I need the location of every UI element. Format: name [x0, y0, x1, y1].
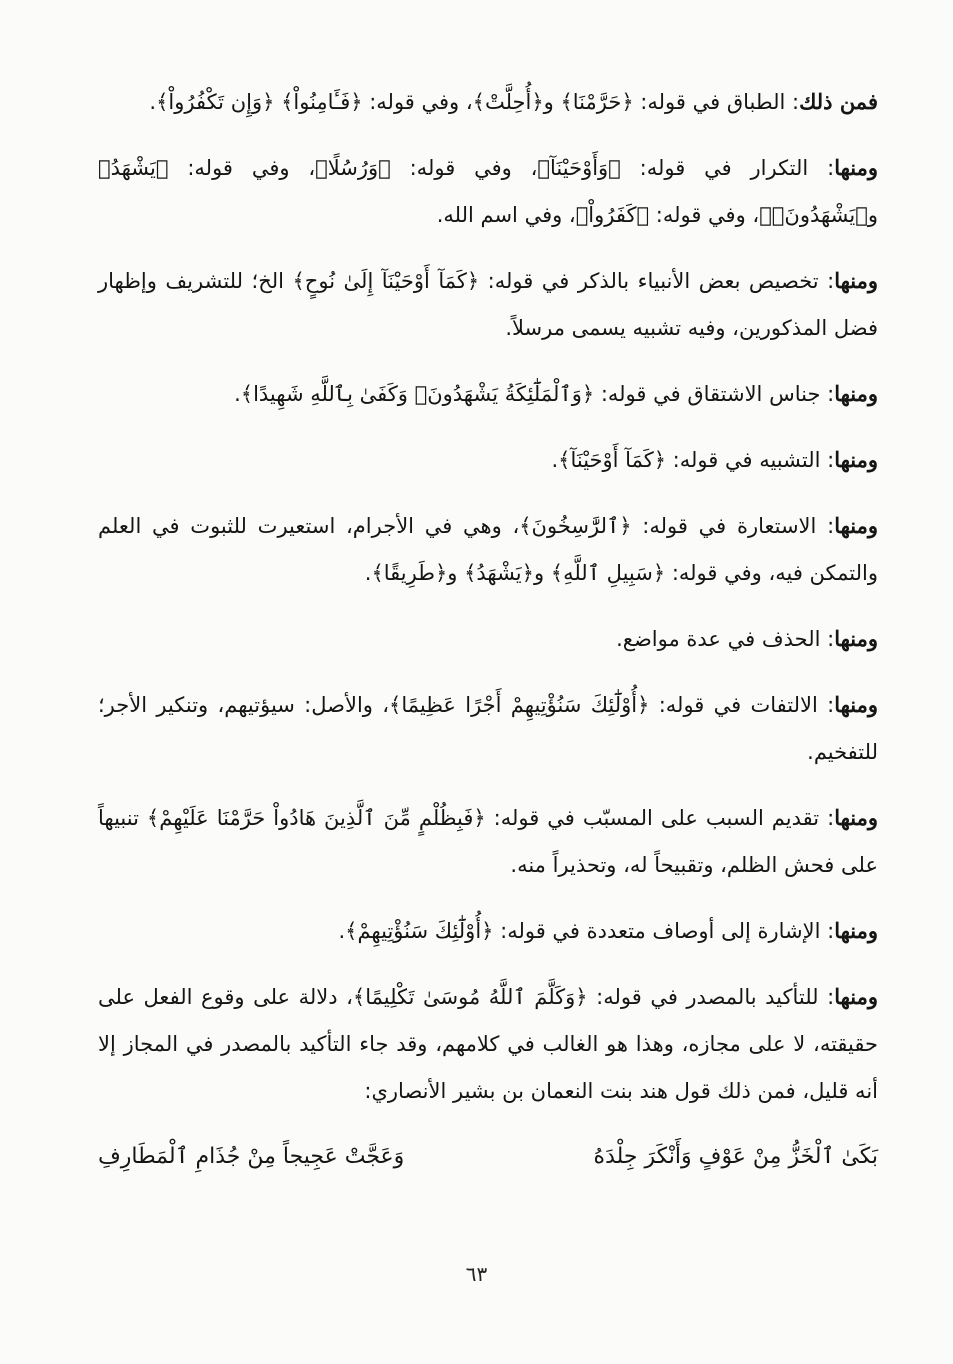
poetry-verse: [98, 1133, 878, 1180]
verse-first-hemistich: بَكَىٰ ٱلْخَزُّ مِنْ عَوْفٍ وَأَنْكَرَ جِلْدَهُ: [593, 1144, 878, 1169]
paragraph-text: : تقديم السبب على المسبّب في قوله: ﴿فَبِظُلْمٍ مِّنَ ٱلَّذِينَ هَادُواْ حَرَّمْنَا عَلَيْهِمْ﴾ تنبيهاً على فحش الظلم، وتقبيحاً له، وتحذيراً منه.: [98, 806, 878, 877]
paragraph: [98, 78, 878, 126]
paragraph-text: : الالتفات في قوله: ﴿أُوْلَٰٓئِكَ سَنُؤْتِيهِمْ أَجْرًا عَظِيمًا﴾، والأصل: سيؤتيهم، وتنكير الأجر؛ للتفخيم.: [98, 693, 878, 764]
page-body: [98, 78, 878, 1180]
paragraph-lead: ومنها: [834, 805, 878, 830]
paragraph-lead: فمن ذلك: [799, 89, 878, 114]
paragraph-text: : التشبيه في قوله: ﴿كَمَآ أَوْحَيْنَآ﴾.: [551, 448, 835, 472]
paragraph-text: : التكرار في قوله: ﴿وَأَوْحَيْنَآ﴾، وفي قوله: ﴿وَرُسُلًا﴾، وفي قوله: ﴿يَشْهَدُ﴾ و﴿يَشْهَدُونَۚ﴾، وفي قوله: ﴿كَفَرُواْ﴾، وفي اسم الله.: [98, 156, 878, 227]
paragraph-lead: ومنها: [834, 381, 878, 406]
paragraph: [98, 502, 878, 597]
paragraph-lead: ومنها: [834, 984, 878, 1009]
page-number: ٦٣: [465, 1262, 488, 1286]
paragraph-text: : الإشارة إلى أوصاف متعددة في قوله: ﴿أُوْلَٰٓئِكَ سَنُؤْتِيهِمْ﴾.: [338, 919, 835, 943]
paragraph-text: : الحذف في عدة مواضع.: [616, 627, 835, 651]
paragraph-lead: ومنها: [834, 268, 878, 293]
paragraph-text: : جناس الاشتقاق في قوله: ﴿وَٱلْمَلَٰٓئِكَةُ يَشْهَدُونَۚ وَكَفَىٰ بِٱللَّهِ شَهِيدًا﴾.: [234, 382, 835, 406]
paragraph-lead: ومنها: [834, 155, 878, 180]
paragraph-text: : تخصيص بعض الأنبياء بالذكر في قوله: ﴿كَمَآ أَوْحَيْنَآ إِلَىٰ نُوحٍ﴾ الخ؛ للتشريف وإظهار فضل المذكورين، وفيه تشبيه يسمى مرسلاً.: [98, 269, 878, 340]
paragraph-lead: ومنها: [834, 447, 878, 472]
paragraph: [98, 615, 878, 663]
paragraph: [98, 681, 878, 776]
paragraph: [98, 794, 878, 889]
paragraph: [98, 436, 878, 484]
paragraph-text: : الطباق في قوله: ﴿حَرَّمْنَا﴾ و﴿أُحِلَّتْ﴾، وفي قوله: ﴿فَـَٔامِنُواْ﴾ ﴿وَإِن تَكْفُرُواْ﴾.: [149, 90, 800, 114]
paragraph: [98, 257, 878, 352]
paragraph-lead: ومنها: [834, 692, 878, 717]
paragraph-text: : الاستعارة في قوله: ﴿ٱلرَّٰسِخُونَ﴾، وهي في الأجرام، استعيرت للثبوت في العلم والتمكن فيه، وفي قوله: ﴿سَبِيلِ ٱللَّهِ﴾ و﴿يَشْهَدُ﴾ و﴿طَرِيقًا﴾.: [98, 514, 878, 585]
paragraph: [98, 144, 878, 239]
paragraph-lead: ومنها: [834, 513, 878, 538]
paragraph: [98, 907, 878, 955]
paragraph: [98, 370, 878, 418]
verse-second-hemistich: وَعَجَّتْ عَجِيجاً مِنْ جُذَامِ ٱلْمَطَارِفِ: [98, 1144, 405, 1169]
paragraph-lead: ومنها: [834, 918, 878, 943]
paragraph-lead: ومنها: [834, 626, 878, 651]
paragraph-text: : للتأكيد بالمصدر في قوله: ﴿وَكَلَّمَ ٱللَّهُ مُوسَىٰ تَكْلِيمًا﴾، دلالة على وقوع الفعل على حقيقته، لا على مجازه، وهذا هو الغالب في كلامهم، وقد جاء التأكيد بالمصدر في المجاز إلا أنه قليل، فمن ذلك قول هند بنت النعمان بن بشير الأنصاري:: [98, 985, 878, 1103]
paragraph: [98, 973, 878, 1115]
